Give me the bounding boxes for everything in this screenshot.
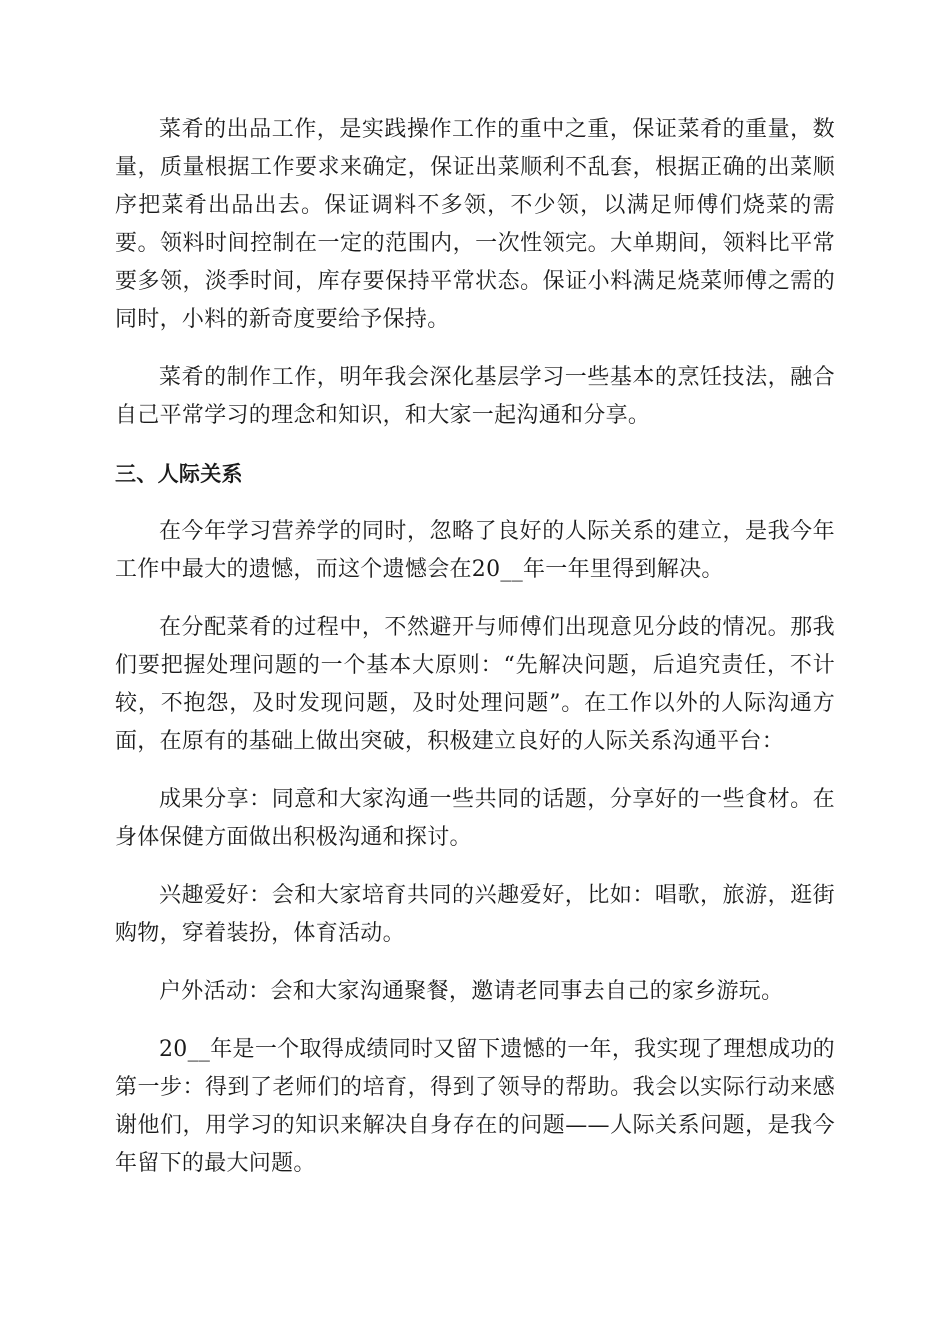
paragraph-dish-serving: 菜肴的出品工作，是实践操作工作的重中之重，保证菜肴的重量，数量，质量根据工作要求来确定，保证出菜顺利不乱套，根据正确的出菜顺序把菜肴出品出去。保证调料不多领，不少领，以满足师傅们烧菜的需要。领料时间控制在一定的范围内，一次性领完。大单期间，领料比平常要多领，淡季时间，库存要保持平常状态。保证小料满足烧菜师傅之需的同时，小料的新奇度要给予保持。 <box>115 117 835 332</box>
paragraph-hobbies: 兴趣爱好：会和大家培育共同的兴趣爱好，比如：唱歌，旅游，逛街购物，穿着装扮，体育活动。 <box>115 883 835 946</box>
section-heading: 三、人际关系 <box>115 462 243 486</box>
paragraph-conclusion: 20__年是一个取得成绩同时又留下遗憾的一年，我实现了理想成功的第一步：得到了老师们的培育，得到了领导的帮助。我会以实际行动来感谢他们，用学习的知识来解决自身存在的问题——人际关系问题，是我今年留下的最大问题。 <box>115 1037 835 1176</box>
document-page <box>115 111 835 1203</box>
paragraph-regret: 在今年学习营养学的同时，忽略了良好的人际关系的建立，是我今年工作中最大的遗憾，而这个遗憾会在20__年一年里得到解决。 <box>115 519 835 582</box>
paragraph-share-results: 成果分享：同意和大家沟通一些共同的话题，分享好的一些食材。在身体保健方面做出积极沟通和探讨。 <box>115 787 835 850</box>
paragraph-outdoor: 户外活动：会和大家沟通聚餐，邀请老同事去自己的家乡游玩。 <box>159 979 784 1004</box>
paragraph-conflict-principle: 在分配菜肴的过程中，不然避开与师傅们出现意见分歧的情况。那我们要把握处理问题的一个基本大原则：“先解决问题，后追究责任，不计较，不抱怨，及时发现问题，及时处理问题”。在工作以外的人际沟通方面，在原有的基础上做出突破，积极建立良好的人际关系沟通平台： <box>115 615 835 754</box>
paragraph-dish-making: 菜肴的制作工作，明年我会深化基层学习一些基本的烹饪技法，融合自己平常学习的理念和知识，和大家一起沟通和分享。 <box>115 365 835 428</box>
